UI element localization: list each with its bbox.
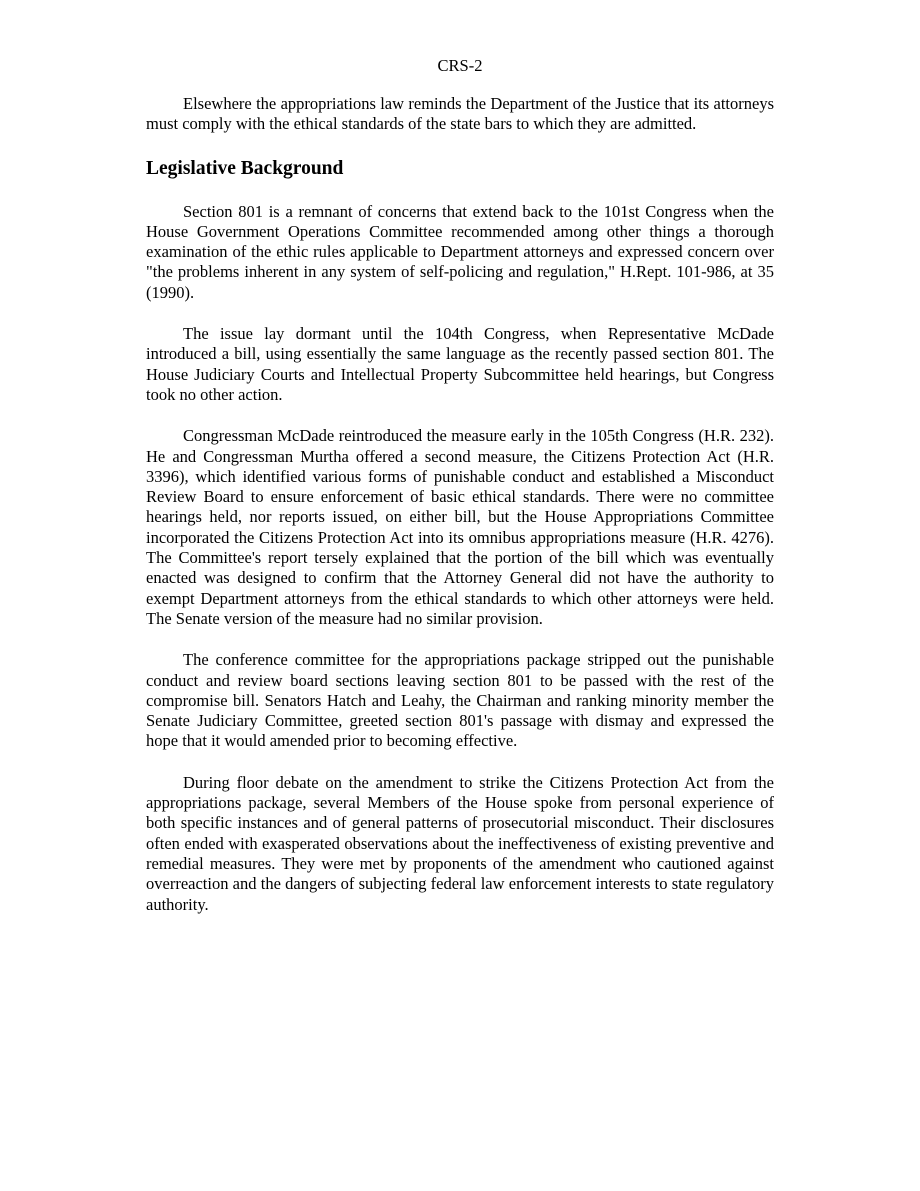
paragraph-floor-debate: During floor debate on the amendment to strike the Citizens Protection Act from the appropriations package, several Members of the House spoke from personal experience of both specific instances and of general patterns of prosecutorial misconduct. Their disclosures often ended with exasperated observations about the ineffectiveness of existing preventive and remedial measures. They were met by proponents of the amendment who cautioned against overreaction and the dangers of subjecting federal law enforcement interests to state regulatory authority. [146, 772, 774, 914]
paragraph-conference-committee: The conference committee for the appropriations package stripped out the punishable conduct and review board sections leaving section 801 to be passed with the rest of the compromise bill. Senators Hatch and Leahy, the Chairman and ranking minority member the Senate Judiciary Committee, greeted section 801's passage with dismay and expressed the hope that it would amended prior to becoming effective. [146, 650, 774, 751]
paragraph-section-801-remnant: Section 801 is a remnant of concerns that extend back to the 101st Congress when the House Government Operations Committee recommended among other things a thorough examination of the ethic rules applicable to Department attorneys and expressed concern over "the problems inherent in any system of self-policing and regulation," H.Rept. 101-986, at 35 (1990). [146, 201, 774, 302]
paragraph-105th-congress: Congressman McDade reintroduced the measure early in the 105th Congress (H.R. 232). He and Congressman Murtha offered a second measure, the Citizens Protection Act (H.R. 3396), which identified various forms of punishable conduct and established a Misconduct Review Board to ensure enforcement of basic ethical standards. There were no committee hearings held, nor reports issued, on either bill, but the House Appropriations Committee incorporated the Citizens Protection Act into its omnibus appropriations measure (H.R. 4276). The Committee's report tersely explained that the portion of the bill which was eventually enacted was designed to confirm that the Attorney General did not have the authority to exempt Department attorneys from the ethical standards to which other attorneys were held. The Senate version of the measure had no similar provision. [146, 426, 774, 628]
document-body [146, 94, 774, 936]
section-heading: Legislative Background [146, 157, 344, 179]
intro-paragraph: Elsewhere the appropriations law reminds the Department of the Justice that its attorneys must comply with the ethical standards of the state bars to which they are admitted. [146, 94, 774, 134]
page-number: CRS-2 [437, 56, 483, 75]
paragraph-104th-congress: The issue lay dormant until the 104th Congress, when Representative McDade introduced a bill, using essentially the same language as the recently passed section 801. The House Judiciary Courts and Intellectual Property Subcommittee held hearings, but Congress took no other action. [146, 324, 774, 404]
